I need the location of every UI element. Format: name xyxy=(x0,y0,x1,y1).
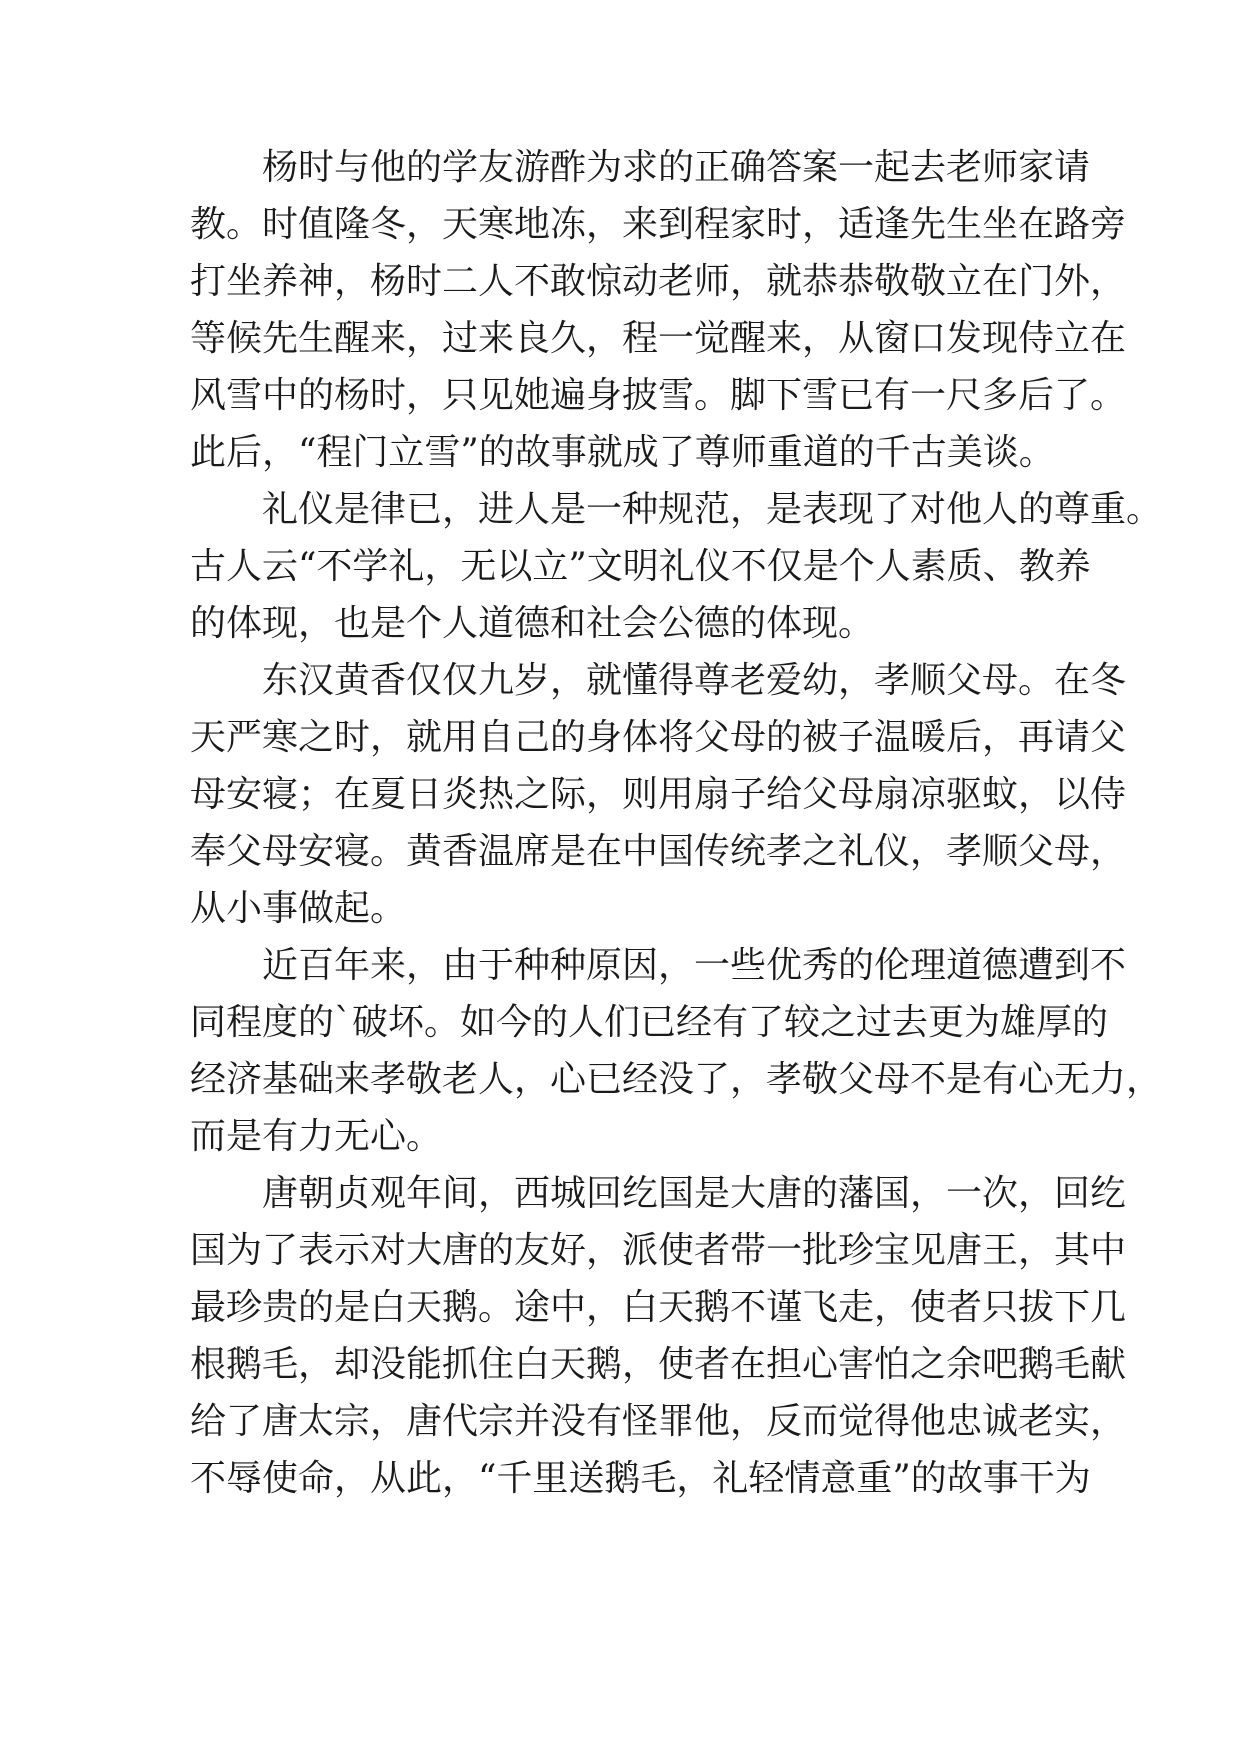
paragraph-line: 不辱使命，从此，“千里送鹅毛，礼轻情意重”的故事干为 xyxy=(190,1458,1091,1499)
paragraph-line: 古人云“不学礼，无以立”文明礼仪不仅是个人素质、教养 xyxy=(190,546,1091,587)
paragraph-line: 经济基础来孝敬老人，心已经没了，孝敬父母不是有心无力， xyxy=(190,1059,1163,1100)
paragraph-line: 教。时值隆冬，天寒地冻，来到程家时，适逢先生坐在路旁 xyxy=(190,204,1127,245)
paragraph-line: 唐朝贞观年间，西城回纥国是大唐的藩国，一次，回纥 xyxy=(262,1173,1127,1214)
paragraph-line: 母安寝；在夏日炎热之际，则用扇子给父母扇凉驱蚊，以侍 xyxy=(190,774,1127,815)
paragraph-line: 近百年来，由于种种原因，一些优秀的伦理道德遭到不 xyxy=(262,945,1127,986)
paragraph-line: 风雪中的杨时，只见她遍身披雪。脚下雪已有一尺多后了。 xyxy=(190,375,1127,416)
paragraph-line: 国为了表示对大唐的友好，派使者带一批珍宝见唐王，其中 xyxy=(190,1230,1127,1271)
paragraph-line: 等候先生醒来，过来良久，程一觉醒来，从窗口发现侍立在 xyxy=(190,318,1127,359)
paragraph-line: 东汉黄香仅仅九岁，就懂得尊老爱幼，孝顺父母。在冬 xyxy=(262,660,1127,701)
paragraph-line: 打坐养神，杨时二人不敢惊动老师，就恭恭敬敬立在门外， xyxy=(190,261,1127,302)
paragraph-line: 奉父母安寝。黄香温席是在中国传统孝之礼仪，孝顺父母， xyxy=(190,831,1127,872)
paragraph-line: 而是有力无心。 xyxy=(190,1116,443,1157)
paragraph-line: 从小事做起。 xyxy=(190,888,407,929)
paragraph-line: 最珍贵的是白天鹅。途中，白天鹅不谨飞走，使者只拔下几 xyxy=(190,1287,1127,1328)
paragraph-line: 给了唐太宗，唐代宗并没有怪罪他，反而觉得他忠诚老实， xyxy=(190,1401,1127,1442)
paragraph-line: 礼仪是律已，进人是一种规范，是表现了对他人的尊重。 xyxy=(262,489,1163,530)
paragraph-line: 根鹅毛，却没能抓住白天鹅，使者在担心害怕之余吧鹅毛献 xyxy=(190,1344,1127,1385)
paragraph-line: 天严寒之时，就用自己的身体将父母的被子温暖后，再请父 xyxy=(190,717,1127,758)
paragraph-line: 的体现，也是个人道德和社会公德的体现。 xyxy=(190,603,875,644)
paragraph-line: 同程度的`破坏。如今的人们已经有了较之过去更为雄厚的 xyxy=(190,1002,1109,1043)
paragraph-line: 杨时与他的学友游酢为求的正确答案一起去老师家请 xyxy=(262,147,1091,188)
paragraph-line: 此后，“程门立雪”的故事就成了尊师重道的千古美谈。 xyxy=(190,432,1055,473)
